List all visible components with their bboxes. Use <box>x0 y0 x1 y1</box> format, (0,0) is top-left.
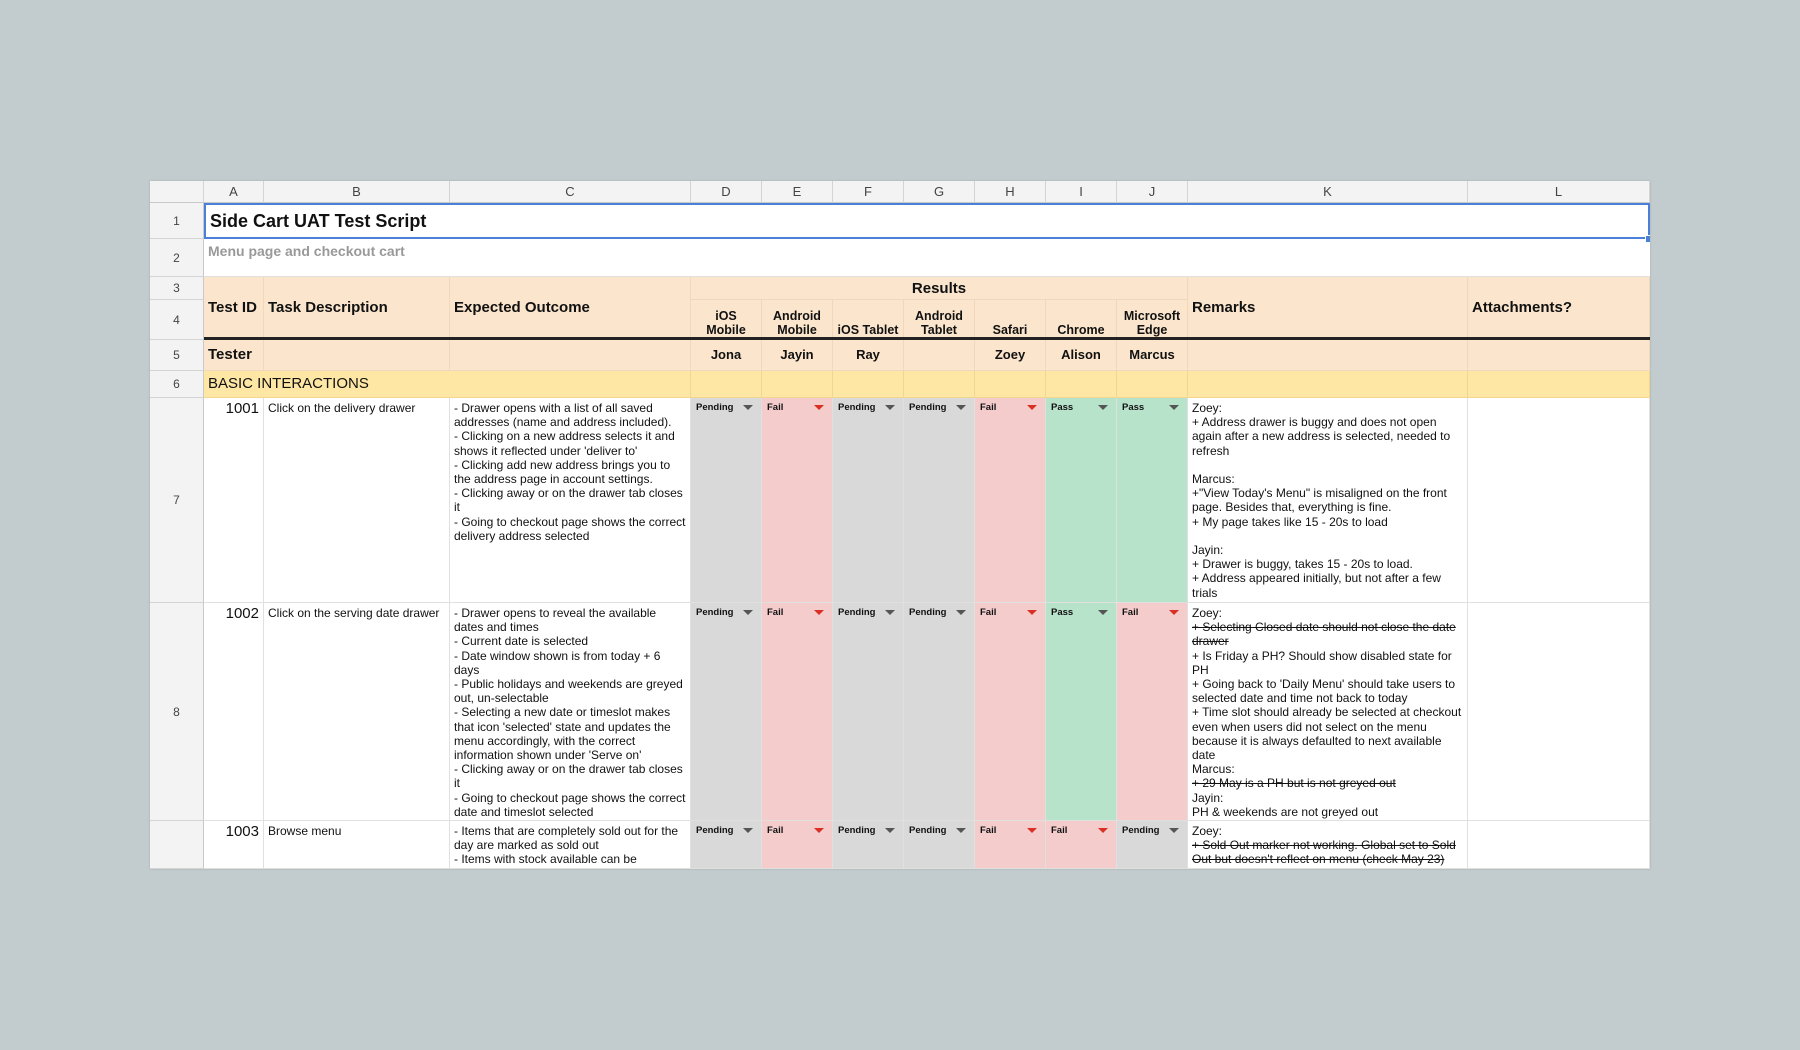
sheet-title[interactable]: Side Cart UAT Test Script <box>204 203 1650 239</box>
column-header-h[interactable]: H <box>975 181 1046 203</box>
section-fill <box>833 371 904 398</box>
result-dropdown[interactable] <box>904 603 975 821</box>
chevron-down-icon[interactable] <box>814 610 824 615</box>
result-dropdown[interactable] <box>691 821 762 869</box>
header-attachments[interactable]: Attachments? <box>1468 277 1650 340</box>
result-value: Pass <box>1051 402 1074 413</box>
tester-blank-k[interactable] <box>1188 340 1468 371</box>
chevron-down-icon[interactable] <box>956 405 966 410</box>
section-fill <box>1117 371 1188 398</box>
section-fill <box>975 371 1046 398</box>
tester-blank-c[interactable] <box>450 340 691 371</box>
tester-name[interactable] <box>904 340 975 371</box>
result-value: Pending <box>696 607 734 618</box>
result-value: Pending <box>1122 825 1160 836</box>
tester-name[interactable]: Jona <box>691 340 762 371</box>
result-dropdown[interactable] <box>691 398 762 603</box>
row-header-8[interactable]: 8 <box>150 603 204 821</box>
result-dropdown[interactable] <box>833 821 904 869</box>
expected-outcome[interactable] <box>450 603 691 821</box>
remarks[interactable] <box>1188 821 1468 869</box>
remark-line: + Going back to 'Daily Menu' should take users to selected date and time not back to today <box>1192 677 1456 706</box>
result-dropdown[interactable] <box>1117 398 1188 603</box>
remark-line: + Address drawer is buggy and does not open again after a new address is selected, needed to refresh <box>1192 415 1451 458</box>
result-value: Pending <box>909 607 947 618</box>
remark-line: PH & weekends are not greyed out <box>1192 804 1379 819</box>
result-value: Fail <box>1051 825 1068 836</box>
result-dropdown[interactable] <box>1046 398 1117 603</box>
column-header-b[interactable]: B <box>264 181 450 203</box>
header-platform[interactable]: iOS Mobile <box>691 300 762 340</box>
column-header-j[interactable]: J <box>1117 181 1188 203</box>
expected-line: - Items with stock available can be <box>454 852 637 867</box>
header-platform[interactable]: Safari <box>975 300 1046 340</box>
row-header-9[interactable] <box>150 821 204 869</box>
result-value: Pending <box>909 825 947 836</box>
column-header-c[interactable]: C <box>450 181 691 203</box>
chevron-down-icon[interactable] <box>885 828 895 833</box>
chevron-down-icon[interactable] <box>1027 828 1037 833</box>
result-value: Pass <box>1122 402 1145 413</box>
result-value: Fail <box>980 607 997 618</box>
result-dropdown[interactable] <box>1046 821 1117 869</box>
expected-line: - Going to checkout page shows the correct delivery address selected <box>454 514 686 543</box>
row-header-1[interactable]: 1 <box>150 203 204 239</box>
header-platform[interactable]: iOS Tablet <box>833 300 904 340</box>
expected-line: - Drawer opens to reveal the available dates and times <box>454 606 657 635</box>
test-id[interactable]: 1003 <box>204 821 264 869</box>
remark-line: + Address appeared initially, but not after a few trials <box>1192 571 1441 600</box>
section-fill <box>1046 371 1117 398</box>
chevron-down-icon[interactable] <box>1169 610 1179 615</box>
result-dropdown[interactable] <box>691 603 762 821</box>
chevron-down-icon[interactable] <box>743 405 753 410</box>
chevron-down-icon[interactable] <box>743 828 753 833</box>
remarks[interactable] <box>1188 398 1468 603</box>
result-value: Fail <box>980 402 997 413</box>
remark-line: Jayin: <box>1192 543 1224 557</box>
column-header-d[interactable]: D <box>691 181 762 203</box>
result-dropdown[interactable] <box>1117 603 1188 821</box>
result-value: Pending <box>696 825 734 836</box>
expected-line: - Clicking away or on the drawer tab closes it <box>454 486 683 515</box>
attachments[interactable] <box>1468 603 1650 821</box>
chevron-down-icon[interactable] <box>1098 405 1108 410</box>
section-fill <box>1188 371 1468 398</box>
expected-outcome[interactable] <box>450 398 691 603</box>
sheet-grid <box>150 181 1650 869</box>
row-header-7[interactable]: 7 <box>150 398 204 603</box>
remark-line: + Drawer is buggy, takes 15 - 20s to load. <box>1192 557 1413 572</box>
remark-line: + Selecting Closed date should not close the date drawer <box>1192 620 1456 649</box>
result-value: Pending <box>838 402 876 413</box>
expected-line: - Selecting a new date or timeslot makes that icon 'selected' state and updates the menu accordingly, with the correct information shown under 'Serve on' <box>454 705 671 763</box>
test-id[interactable]: 1002 <box>204 603 264 821</box>
header-results[interactable]: Results <box>691 277 1188 300</box>
column-header-f[interactable]: F <box>833 181 904 203</box>
chevron-down-icon[interactable] <box>814 405 824 410</box>
chevron-down-icon[interactable] <box>814 828 824 833</box>
remark-line: + 29 May is a PH but is not greyed out <box>1192 776 1396 791</box>
result-dropdown[interactable] <box>1046 603 1117 821</box>
row-header-6[interactable]: 6 <box>150 371 204 398</box>
tester-name[interactable]: Ray <box>833 340 904 371</box>
expected-line: - Current date is selected <box>454 634 589 649</box>
attachments[interactable] <box>1468 821 1650 869</box>
chevron-down-icon[interactable] <box>885 405 895 410</box>
result-dropdown[interactable] <box>904 398 975 603</box>
result-value: Pending <box>909 402 947 413</box>
result-dropdown[interactable] <box>975 821 1046 869</box>
result-value: Pass <box>1051 607 1074 618</box>
expected-line: - Drawer opens with a list of all saved addresses (name and address included). <box>454 401 672 430</box>
result-dropdown[interactable] <box>762 603 833 821</box>
column-header-k[interactable]: K <box>1188 181 1468 203</box>
column-header-l[interactable]: L <box>1468 181 1650 203</box>
remark-line: Jayin: <box>1192 790 1224 805</box>
chevron-down-icon[interactable] <box>956 610 966 615</box>
result-dropdown[interactable] <box>762 398 833 603</box>
result-dropdown[interactable] <box>975 603 1046 821</box>
expected-line: - Going to checkout page shows the correct date and timeslot selected <box>454 790 686 819</box>
header-expected-outcome[interactable]: Expected Outcome <box>450 277 691 340</box>
tester-name[interactable]: Zoey <box>975 340 1046 371</box>
chevron-down-icon[interactable] <box>1027 610 1037 615</box>
chevron-down-icon[interactable] <box>1098 828 1108 833</box>
chevron-down-icon[interactable] <box>1098 610 1108 615</box>
header-test-id[interactable]: Test ID <box>204 277 264 340</box>
result-value: Fail <box>767 402 784 413</box>
remark-line: Marcus: <box>1192 472 1235 486</box>
result-dropdown[interactable] <box>833 398 904 603</box>
remark-line: + Sold Out marker not working. Global set to Sold Out but doesn't reflect on menu (check May 23) <box>1192 838 1456 867</box>
result-dropdown[interactable] <box>1117 821 1188 869</box>
result-value: Pending <box>838 607 876 618</box>
expected-line: - Public holidays and weekends are greyed out, un-selectable <box>454 677 683 706</box>
column-header-g[interactable]: G <box>904 181 975 203</box>
chevron-down-icon[interactable] <box>1169 828 1179 833</box>
task-description[interactable]: Click on the serving date drawer <box>264 603 450 821</box>
expected-line: - Items that are completely sold out for the day are marked as sold out <box>454 824 679 853</box>
result-dropdown[interactable] <box>904 821 975 869</box>
header-platform[interactable]: Android Mobile <box>762 300 833 340</box>
remark-line: + Is Friday a PH? Should show disabled state for PH <box>1192 648 1452 677</box>
row-header-4[interactable]: 4 <box>150 300 204 340</box>
row-header-2[interactable]: 2 <box>150 239 204 277</box>
section-fill <box>450 371 691 398</box>
section-fill <box>1468 371 1650 398</box>
remark-line: Zoey: <box>1192 824 1223 838</box>
chevron-down-icon[interactable] <box>1169 405 1179 410</box>
expected-line: - Date window shown is from today + 6 days <box>454 648 661 677</box>
column-header-a[interactable]: A <box>204 181 264 203</box>
sheet-subtitle[interactable]: Menu page and checkout cart <box>204 239 1650 277</box>
section-fill <box>691 371 762 398</box>
remarks[interactable] <box>1188 603 1468 821</box>
test-id[interactable]: 1001 <box>204 398 264 603</box>
result-value: Fail <box>1122 607 1139 618</box>
result-dropdown[interactable] <box>975 398 1046 603</box>
result-value: Pending <box>838 825 876 836</box>
result-value: Pending <box>696 402 734 413</box>
remark-line: + Time slot should already be selected at checkout even when users did not select on the menu because it is always defaulted to next available date <box>1192 705 1462 763</box>
header-task-description[interactable]: Task Description <box>264 277 450 340</box>
tester-label[interactable]: Tester <box>204 340 264 371</box>
column-header-i[interactable]: I <box>1046 181 1117 203</box>
header-platform[interactable]: Android Tablet <box>904 300 975 340</box>
remark-line: Marcus: <box>1192 762 1235 777</box>
task-description[interactable]: Browse menu <box>264 821 450 869</box>
expected-line: - Clicking add new address brings you to the address page in account settings. <box>454 457 671 487</box>
expected-line: - Clicking away or on the drawer tab closes it <box>454 762 683 791</box>
tester-name[interactable]: Alison <box>1046 340 1117 371</box>
tester-name[interactable]: Marcus <box>1117 340 1188 371</box>
section-fill <box>762 371 833 398</box>
chevron-down-icon[interactable] <box>885 610 895 615</box>
chevron-down-icon[interactable] <box>743 610 753 615</box>
expected-outcome[interactable] <box>450 821 691 869</box>
chevron-down-icon[interactable] <box>1027 405 1037 410</box>
remark-line: + My page takes like 15 - 20s to load <box>1192 514 1388 529</box>
row-header-5[interactable]: 5 <box>150 340 204 371</box>
column-header-e[interactable]: E <box>762 181 833 203</box>
header-remarks[interactable]: Remarks <box>1188 277 1468 340</box>
result-value: Fail <box>980 825 997 836</box>
expected-line: - Clicking on a new address selects it and shows it reflected under 'deliver to' <box>454 429 675 458</box>
tester-blank-b[interactable] <box>264 340 450 371</box>
result-dropdown[interactable] <box>762 821 833 869</box>
select-all-corner[interactable] <box>150 181 204 203</box>
header-platform[interactable]: Microsoft Edge <box>1117 300 1188 340</box>
remark-line <box>1192 529 1463 543</box>
section-fill <box>904 371 975 398</box>
tester-blank-l[interactable] <box>1468 340 1650 371</box>
result-dropdown[interactable] <box>833 603 904 821</box>
chevron-down-icon[interactable] <box>956 828 966 833</box>
remark-line: Zoey: <box>1192 401 1223 415</box>
header-platform[interactable]: Chrome <box>1046 300 1117 340</box>
tester-name[interactable]: Jayin <box>762 340 833 371</box>
remark-line: +"View Today's Menu" is misaligned on the front page. Besides that, everything is fine. <box>1192 486 1447 515</box>
spreadsheet <box>150 181 1650 869</box>
remark-line: Zoey: <box>1192 606 1223 620</box>
remark-line <box>1192 458 1463 472</box>
attachments[interactable] <box>1468 398 1650 603</box>
result-value: Fail <box>767 607 784 618</box>
section-title[interactable]: BASIC INTERACTIONS <box>204 371 450 398</box>
task-description[interactable]: Click on the delivery drawer <box>264 398 450 603</box>
result-value: Fail <box>767 825 784 836</box>
row-header-3[interactable]: 3 <box>150 277 204 300</box>
